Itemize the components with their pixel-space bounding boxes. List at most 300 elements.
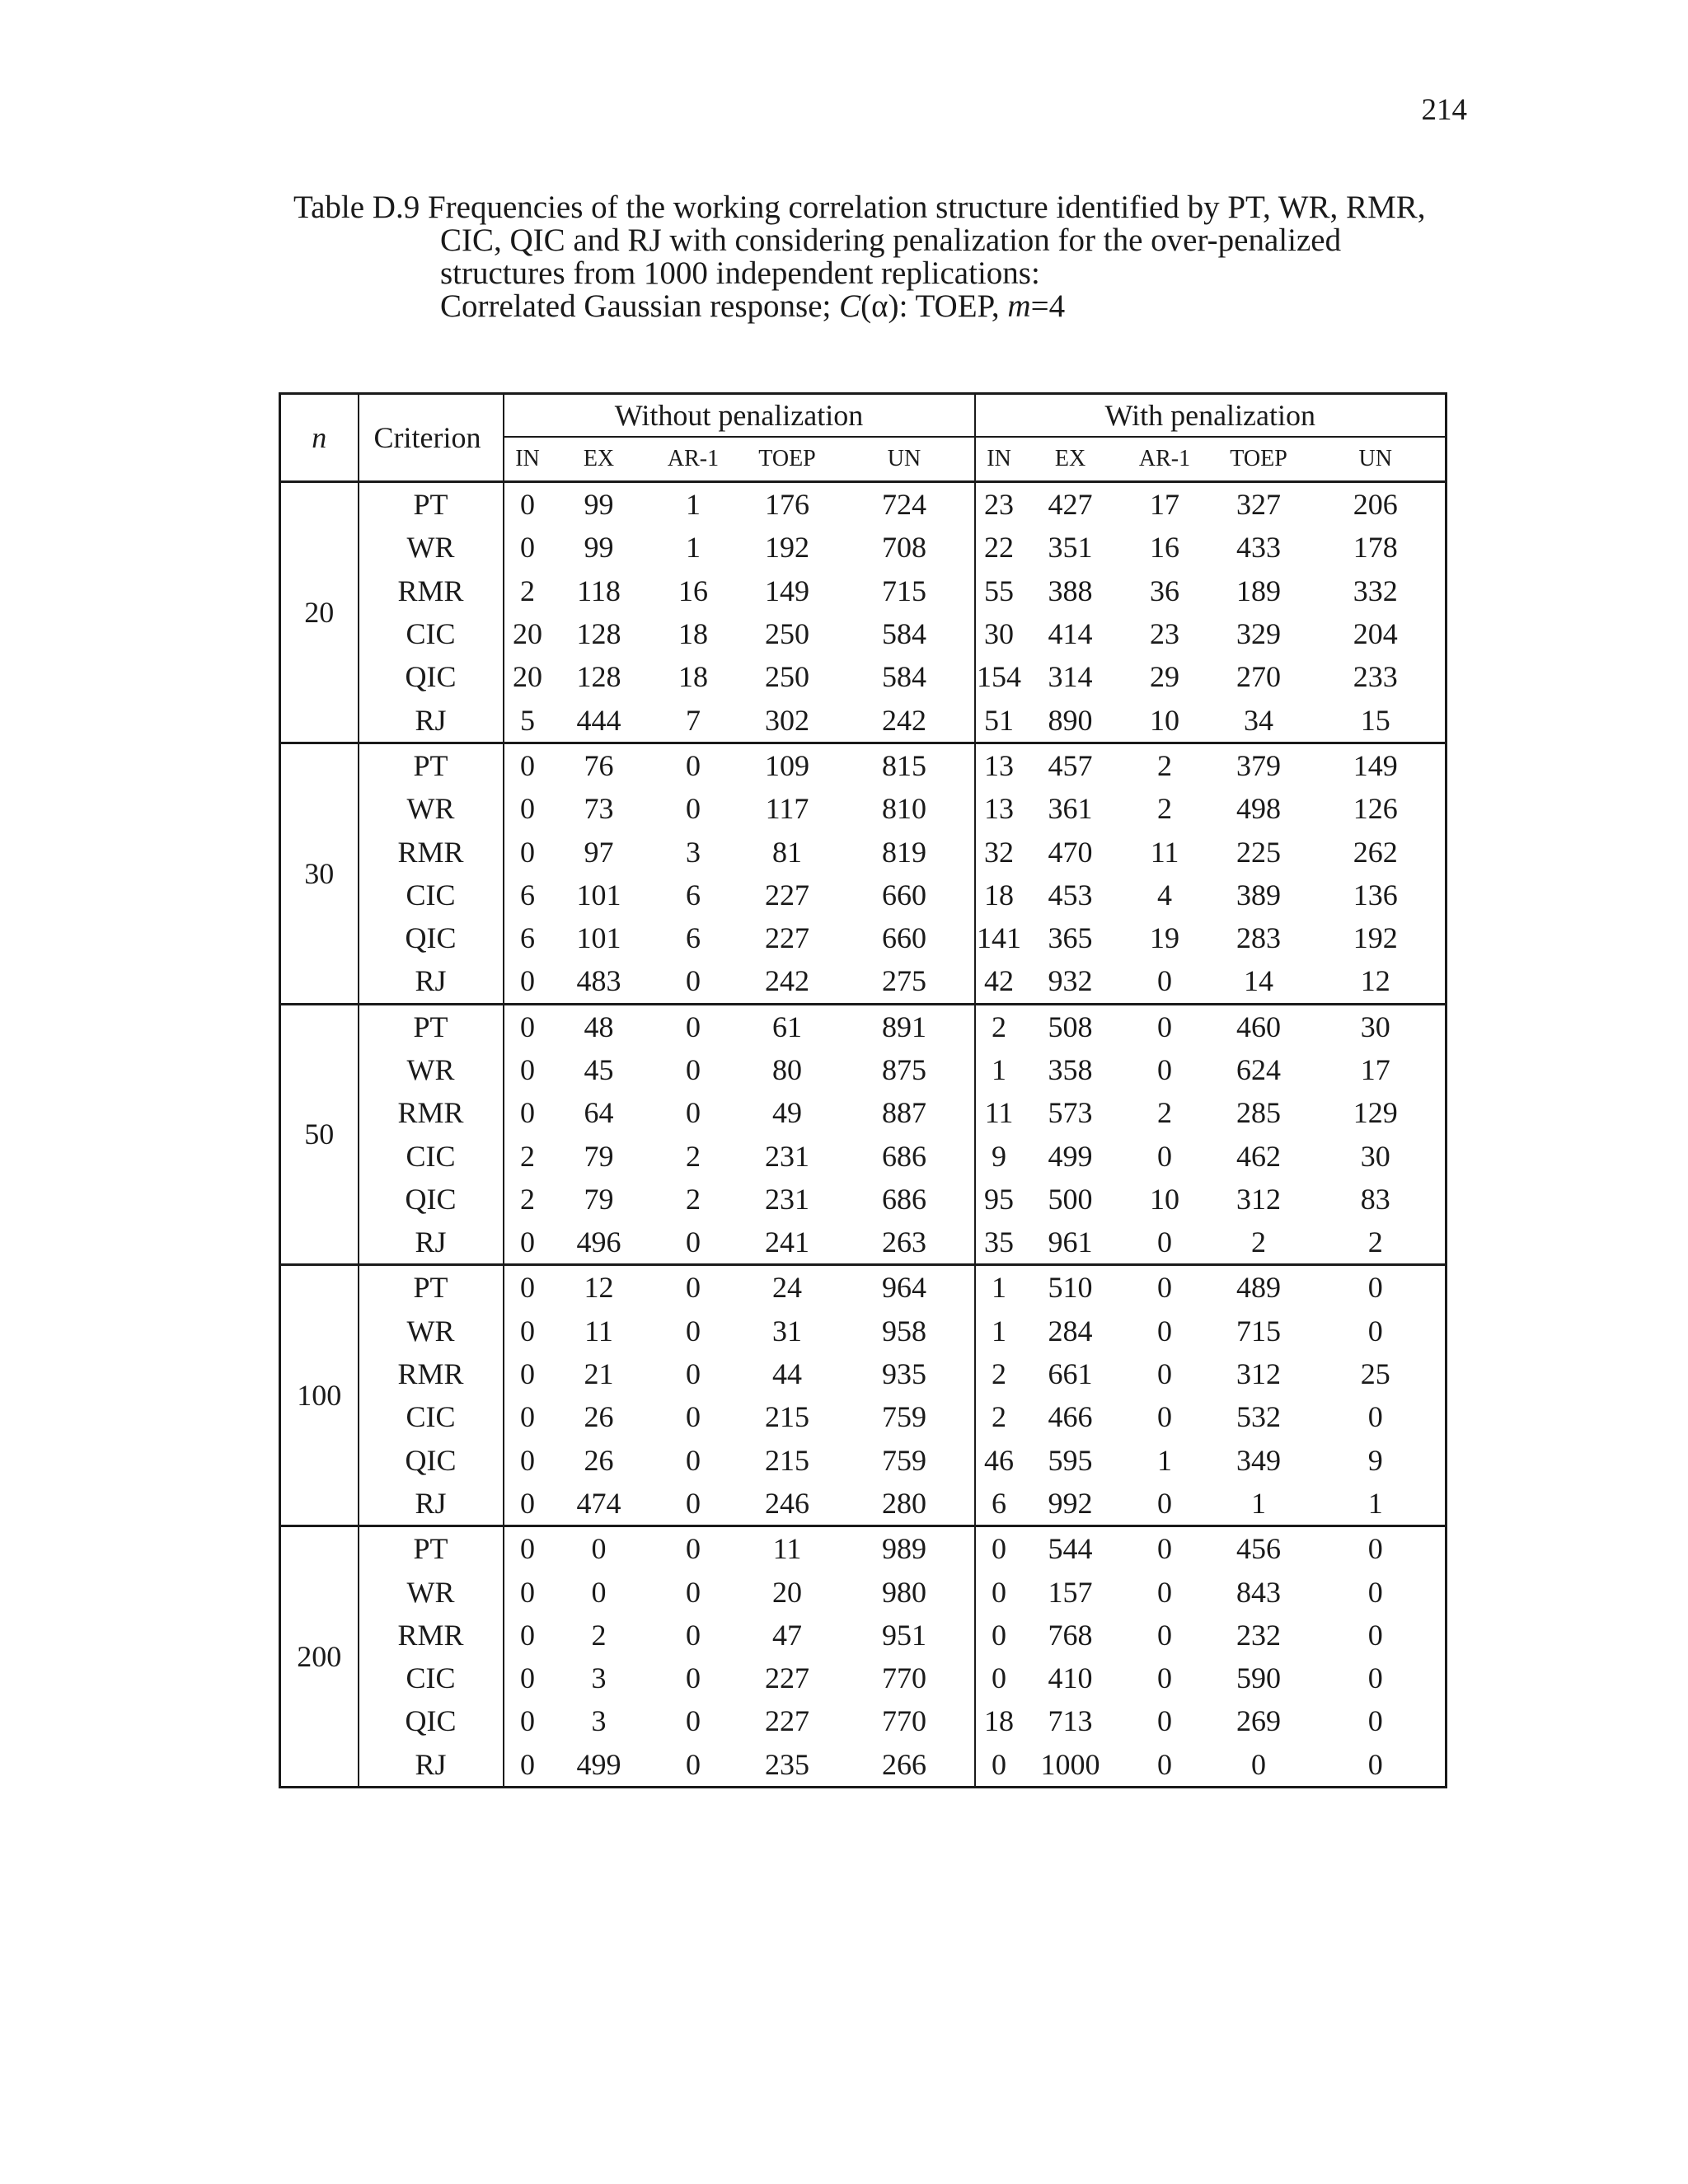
value-cell: 0 — [1212, 1743, 1306, 1788]
value-cell: 1 — [975, 1048, 1023, 1091]
sample-size-cell: 20 — [280, 482, 359, 743]
value-cell: 2 — [975, 1004, 1023, 1048]
value-cell: 951 — [882, 1618, 927, 1652]
value-cell: 192 — [1306, 916, 1447, 959]
value-cell: 30 — [1306, 1134, 1447, 1177]
value-cell: 496 — [551, 1221, 647, 1265]
value-cell: 489 — [1236, 1271, 1282, 1305]
value-cell: 0 — [504, 1395, 551, 1438]
criterion-cell: RMR — [359, 830, 504, 873]
value-cell: 231 — [765, 1182, 809, 1216]
value-cell: 660 — [882, 921, 927, 955]
criterion-cell: PT — [359, 743, 504, 787]
value-cell: 19 — [1150, 921, 1180, 955]
value-cell: 961 — [1023, 1221, 1118, 1265]
value-cell: 9 — [1306, 1439, 1447, 1482]
value-cell: 0 — [504, 743, 551, 787]
value-cell: 312 — [1236, 1182, 1282, 1216]
value-cell: 661 — [1048, 1357, 1093, 1391]
value-cell: 810 — [882, 792, 927, 826]
value-cell: 819 — [882, 835, 927, 869]
table-row — [280, 526, 1447, 569]
value-cell: 128 — [576, 660, 621, 694]
value-cell: 1 — [1306, 1482, 1447, 1526]
value-cell: 499 — [551, 1743, 647, 1788]
criterion-header: Criterion — [359, 394, 504, 482]
value-cell: 0 — [504, 526, 551, 569]
without-penalization-header: Without penalization — [504, 394, 975, 438]
caption-line-4-mid: : TOEP, — [898, 288, 1008, 324]
value-cell: 466 — [1048, 1400, 1093, 1434]
criterion-cell: CIC — [359, 1134, 504, 1177]
value-cell: 0 — [1157, 1618, 1173, 1652]
value-cell: 0 — [647, 1482, 740, 1526]
value-cell: 768 — [1048, 1618, 1093, 1652]
value-cell: 250 — [765, 617, 809, 651]
value-cell: 483 — [551, 959, 647, 1004]
criterion-cell: WR — [359, 787, 504, 830]
column-header-un: UN — [835, 437, 975, 482]
value-cell: 0 — [975, 1614, 1023, 1657]
table-row — [280, 916, 1447, 959]
value-cell: 97 — [584, 835, 614, 869]
value-cell: 242 — [835, 698, 975, 743]
value-cell: 1 — [975, 1310, 1023, 1352]
criterion-cell: QIC — [359, 655, 504, 698]
table-row — [280, 1352, 1447, 1395]
table-row — [280, 1699, 1447, 1742]
value-cell: 389 — [1236, 878, 1282, 912]
value-cell: 232 — [1236, 1618, 1282, 1652]
page-number: 214 — [1421, 93, 1467, 127]
table-row — [280, 1265, 1447, 1310]
value-cell: 980 — [882, 1575, 927, 1609]
value-cell: 18 — [975, 874, 1023, 916]
value-cell: 55 — [975, 569, 1023, 612]
value-cell: 351 — [1048, 531, 1093, 565]
value-cell: 118 — [577, 574, 621, 607]
value-cell: 83 — [1306, 1178, 1447, 1221]
n-header: n — [280, 394, 359, 482]
value-cell: 544 — [1048, 1532, 1093, 1566]
value-cell: 0 — [504, 787, 551, 830]
value-cell: 0 — [1118, 959, 1212, 1004]
criterion-cell: RJ — [359, 1482, 504, 1526]
value-cell: 887 — [882, 1096, 927, 1130]
value-cell: 157 — [1048, 1575, 1093, 1609]
value-cell: 2 — [686, 1139, 701, 1173]
value-cell: 0 — [975, 1743, 1023, 1788]
value-cell: 11 — [975, 1091, 1023, 1134]
value-cell: 0 — [1118, 1743, 1212, 1788]
value-cell: 18 — [678, 660, 708, 694]
criterion-cell: QIC — [359, 1439, 504, 1482]
value-cell: 510 — [1048, 1271, 1093, 1305]
value-cell: 590 — [1236, 1661, 1282, 1695]
value-cell: 241 — [740, 1221, 835, 1265]
value-cell: 3 — [591, 1661, 607, 1695]
table-row — [280, 830, 1447, 873]
value-cell: 312 — [1236, 1357, 1282, 1391]
table-row — [280, 1004, 1447, 1048]
value-cell: 3 — [686, 835, 701, 869]
sample-size-cell: 50 — [280, 1004, 359, 1265]
value-cell: 176 — [765, 488, 809, 522]
value-cell: 0 — [1306, 1526, 1447, 1571]
column-header-ar-1: AR-1 — [647, 437, 740, 482]
value-cell: 0 — [1157, 1139, 1173, 1173]
caption-alpha-symbol: (α) — [860, 288, 899, 324]
column-header-ex: EX — [551, 437, 647, 482]
value-cell: 686 — [882, 1139, 927, 1173]
value-cell: 206 — [1306, 482, 1447, 527]
value-cell: 32 — [975, 830, 1023, 873]
value-cell: 0 — [1306, 1310, 1447, 1352]
value-cell: 154 — [975, 655, 1023, 698]
criterion-cell: PT — [359, 482, 504, 527]
value-cell: 0 — [647, 959, 740, 1004]
value-cell: 0 — [504, 1482, 551, 1526]
value-cell: 0 — [686, 1532, 701, 1566]
criterion-cell: QIC — [359, 1699, 504, 1742]
value-cell: 34 — [1212, 698, 1306, 743]
value-cell: 12 — [1306, 959, 1447, 1004]
value-cell: 227 — [765, 921, 809, 955]
value-cell: 433 — [1236, 531, 1282, 565]
table-row — [280, 1570, 1447, 1613]
value-cell: 0 — [504, 1614, 551, 1657]
value-cell: 3 — [591, 1704, 607, 1738]
criterion-cell: PT — [359, 1004, 504, 1048]
value-cell: 215 — [765, 1443, 809, 1477]
value-cell: 349 — [1236, 1443, 1282, 1477]
value-cell: 715 — [882, 574, 927, 607]
table-row — [280, 1221, 1447, 1265]
value-cell: 0 — [591, 1532, 607, 1566]
value-cell: 11 — [584, 1314, 613, 1347]
value-cell: 9 — [975, 1134, 1023, 1177]
value-cell: 0 — [1306, 1395, 1447, 1438]
table-row — [280, 1134, 1447, 1177]
value-cell: 64 — [584, 1096, 614, 1130]
value-cell: 136 — [1306, 874, 1447, 916]
value-cell: 332 — [1306, 569, 1447, 612]
value-cell: 262 — [1306, 830, 1447, 873]
value-cell: 2 — [1157, 748, 1173, 782]
value-cell: 0 — [647, 1221, 740, 1265]
value-cell: 233 — [1306, 655, 1447, 698]
value-cell: 499 — [1048, 1139, 1093, 1173]
value-cell: 0 — [686, 1400, 701, 1434]
value-cell: 14 — [1212, 959, 1306, 1004]
column-header-ar-1: AR-1 — [1118, 437, 1212, 482]
value-cell: 964 — [882, 1271, 927, 1305]
table-row — [280, 482, 1447, 527]
value-cell: 0 — [686, 1096, 701, 1130]
value-cell: 128 — [576, 617, 621, 651]
criterion-cell: PT — [359, 1526, 504, 1571]
value-cell: 10 — [1118, 698, 1212, 743]
criterion-cell: PT — [359, 1265, 504, 1310]
column-header-in: IN — [975, 437, 1023, 482]
value-cell: 23 — [975, 482, 1023, 527]
table-row — [280, 874, 1447, 916]
value-cell: 0 — [1306, 1699, 1447, 1742]
sample-size-cell: 100 — [280, 1265, 359, 1526]
criterion-cell: RMR — [359, 569, 504, 612]
table-row — [280, 1743, 1447, 1788]
value-cell: 0 — [686, 1575, 701, 1609]
value-cell: 12 — [584, 1271, 614, 1305]
caption-line-3: structures from 1000 independent replications: — [440, 255, 1040, 291]
criterion-cell: CIC — [359, 1657, 504, 1699]
value-cell: 0 — [504, 1526, 551, 1571]
value-cell: 126 — [1306, 787, 1447, 830]
value-cell: 46 — [975, 1439, 1023, 1482]
value-cell: 0 — [1157, 1661, 1173, 1695]
criterion-cell: QIC — [359, 1178, 504, 1221]
column-header-in: IN — [504, 437, 551, 482]
value-cell: 361 — [1048, 792, 1093, 826]
value-cell: 250 — [765, 660, 809, 694]
value-cell: 13 — [975, 743, 1023, 787]
value-cell: 314 — [1048, 660, 1093, 694]
value-cell: 0 — [1118, 1482, 1212, 1526]
value-cell: 0 — [975, 1526, 1023, 1571]
criterion-cell: RJ — [359, 959, 504, 1004]
value-cell: 500 — [1048, 1182, 1093, 1216]
value-cell: 456 — [1236, 1532, 1282, 1566]
value-cell: 26 — [584, 1400, 614, 1434]
value-cell: 498 — [1236, 792, 1282, 826]
value-cell: 584 — [882, 660, 927, 694]
value-cell: 2 — [504, 1134, 551, 1177]
value-cell: 81 — [772, 835, 802, 869]
value-cell: 284 — [1048, 1314, 1093, 1347]
criterion-cell: CIC — [359, 612, 504, 655]
table-row — [280, 1395, 1447, 1438]
value-cell: 99 — [584, 531, 614, 565]
criterion-cell: RJ — [359, 1221, 504, 1265]
value-cell: 388 — [1048, 574, 1093, 607]
value-cell: 17 — [1306, 1048, 1447, 1091]
value-cell: 0 — [504, 1743, 551, 1788]
criterion-cell: RMR — [359, 1352, 504, 1395]
value-cell: 79 — [584, 1139, 614, 1173]
sample-size-cell: 30 — [280, 743, 359, 1004]
value-cell: 49 — [772, 1096, 802, 1130]
value-cell: 0 — [1306, 1265, 1447, 1310]
value-cell: 283 — [1236, 921, 1282, 955]
value-cell: 1 — [975, 1265, 1023, 1310]
with-penalization-header: With penalization — [975, 394, 1447, 438]
value-cell: 0 — [686, 1314, 701, 1347]
value-cell: 0 — [1306, 1614, 1447, 1657]
value-cell: 0 — [504, 1310, 551, 1352]
sample-size-cell: 200 — [280, 1526, 359, 1788]
value-cell: 149 — [1306, 743, 1447, 787]
value-cell: 79 — [584, 1182, 614, 1216]
value-cell: 47 — [772, 1618, 802, 1652]
value-cell: 0 — [504, 1004, 551, 1048]
value-cell: 35 — [975, 1221, 1023, 1265]
value-cell: 95 — [975, 1178, 1023, 1221]
value-cell: 0 — [686, 748, 701, 782]
value-cell: 0 — [504, 1265, 551, 1310]
value-cell: 6 — [504, 916, 551, 959]
value-cell: 508 — [1048, 1010, 1093, 1043]
value-cell: 759 — [882, 1443, 927, 1477]
value-cell: 6 — [686, 878, 701, 912]
value-cell: 101 — [576, 921, 621, 955]
value-cell: 10 — [1150, 1182, 1180, 1216]
value-cell: 453 — [1048, 878, 1093, 912]
value-cell: 891 — [882, 1010, 927, 1043]
value-cell: 266 — [835, 1743, 975, 1788]
criterion-cell: WR — [359, 1570, 504, 1613]
value-cell: 26 — [584, 1443, 614, 1477]
value-cell: 6 — [504, 874, 551, 916]
value-cell: 270 — [1236, 660, 1282, 694]
table-row — [280, 1048, 1447, 1091]
value-cell: 2 — [591, 1618, 607, 1652]
value-cell: 21 — [584, 1357, 614, 1391]
criterion-cell: WR — [359, 1310, 504, 1352]
caption-line-1: Table D.9 Frequencies of the working correlation structure identified by PT, WR, RMR, — [293, 190, 1426, 225]
value-cell: 713 — [1048, 1704, 1093, 1738]
value-cell: 0 — [1157, 1010, 1173, 1043]
value-cell: 7 — [647, 698, 740, 743]
value-cell: 0 — [1157, 1532, 1173, 1566]
table-row — [280, 612, 1447, 655]
value-cell: 365 — [1048, 921, 1093, 955]
value-cell: 231 — [765, 1139, 809, 1173]
table-row — [280, 959, 1447, 1004]
value-cell: 358 — [1048, 1053, 1093, 1086]
column-header-ex: EX — [1023, 437, 1118, 482]
table-row — [280, 743, 1447, 787]
value-cell: 770 — [882, 1661, 927, 1695]
value-cell: 30 — [975, 612, 1023, 655]
caption-m-symbol: m — [1007, 288, 1031, 324]
value-cell: 227 — [765, 878, 809, 912]
value-cell: 660 — [882, 878, 927, 912]
value-cell: 573 — [1048, 1096, 1093, 1130]
value-cell: 2 — [504, 569, 551, 612]
value-cell: 25 — [1306, 1352, 1447, 1395]
criterion-cell: RJ — [359, 1743, 504, 1788]
value-cell: 0 — [1157, 1575, 1173, 1609]
value-cell: 444 — [551, 698, 647, 743]
value-cell: 958 — [882, 1314, 927, 1347]
value-cell: 80 — [772, 1053, 802, 1086]
value-cell: 246 — [740, 1482, 835, 1526]
value-cell: 5 — [504, 698, 551, 743]
value-cell: 0 — [686, 1443, 701, 1477]
value-cell: 584 — [882, 617, 927, 651]
criterion-cell: QIC — [359, 916, 504, 959]
column-header-toep: TOEP — [740, 437, 835, 482]
value-cell: 0 — [504, 1657, 551, 1699]
value-cell: 2 — [686, 1182, 701, 1216]
table-row — [280, 1091, 1447, 1134]
caption-c-symbol: C — [839, 288, 861, 324]
value-cell: 11 — [772, 1532, 802, 1566]
value-cell: 0 — [504, 830, 551, 873]
value-cell: 0 — [504, 1091, 551, 1134]
value-cell: 770 — [882, 1704, 927, 1738]
value-cell: 595 — [1048, 1443, 1093, 1477]
value-cell: 0 — [504, 959, 551, 1004]
value-cell: 624 — [1236, 1053, 1282, 1086]
value-cell: 532 — [1236, 1400, 1282, 1434]
value-cell: 0 — [686, 1271, 701, 1305]
value-cell: 204 — [1306, 612, 1447, 655]
value-cell: 2 — [975, 1395, 1023, 1438]
value-cell: 935 — [882, 1357, 927, 1391]
value-cell: 275 — [835, 959, 975, 1004]
table-row — [280, 1526, 1447, 1571]
value-cell: 414 — [1048, 617, 1093, 651]
value-cell: 16 — [1150, 531, 1180, 565]
value-cell: 20 — [504, 655, 551, 698]
value-cell: 0 — [504, 1570, 551, 1613]
value-cell: 0 — [1306, 1570, 1447, 1613]
value-cell: 23 — [1150, 617, 1180, 651]
table-row — [280, 1614, 1447, 1657]
value-cell: 0 — [504, 1221, 551, 1265]
value-cell: 2 — [1157, 1096, 1173, 1130]
value-cell: 45 — [584, 1053, 614, 1086]
criterion-cell: RMR — [359, 1091, 504, 1134]
value-cell: 0 — [504, 1048, 551, 1091]
value-cell: 263 — [835, 1221, 975, 1265]
value-cell: 1 — [1157, 1443, 1173, 1477]
value-cell: 0 — [1157, 1053, 1173, 1086]
value-cell: 30 — [1306, 1004, 1447, 1048]
criterion-cell: WR — [359, 526, 504, 569]
value-cell: 16 — [678, 574, 708, 607]
header-row-top — [280, 394, 1447, 438]
value-cell: 2 — [504, 1178, 551, 1221]
value-cell: 329 — [1236, 617, 1282, 651]
value-cell: 235 — [740, 1743, 835, 1788]
value-cell: 242 — [740, 959, 835, 1004]
value-cell: 1 — [686, 531, 701, 565]
table-row — [280, 1657, 1447, 1699]
value-cell: 2 — [975, 1352, 1023, 1395]
table-row — [280, 569, 1447, 612]
value-cell: 815 — [882, 748, 927, 782]
value-cell: 302 — [740, 698, 835, 743]
value-cell: 15 — [1306, 698, 1447, 743]
value-cell: 48 — [584, 1010, 614, 1043]
value-cell: 686 — [882, 1182, 927, 1216]
value-cell: 474 — [551, 1482, 647, 1526]
table-row — [280, 655, 1447, 698]
value-cell: 109 — [765, 748, 809, 782]
value-cell: 269 — [1236, 1704, 1282, 1738]
value-cell: 44 — [772, 1357, 802, 1391]
value-cell: 129 — [1306, 1091, 1447, 1134]
caption-line-2: CIC, QIC and RJ with considering penalization for the over-penalized — [440, 223, 1342, 258]
value-cell: 1 — [1212, 1482, 1306, 1526]
value-cell: 17 — [1150, 488, 1180, 522]
value-cell: 0 — [1157, 1704, 1173, 1738]
value-cell: 0 — [975, 1570, 1023, 1613]
value-cell: 379 — [1236, 748, 1282, 782]
value-cell: 2 — [1306, 1221, 1447, 1265]
